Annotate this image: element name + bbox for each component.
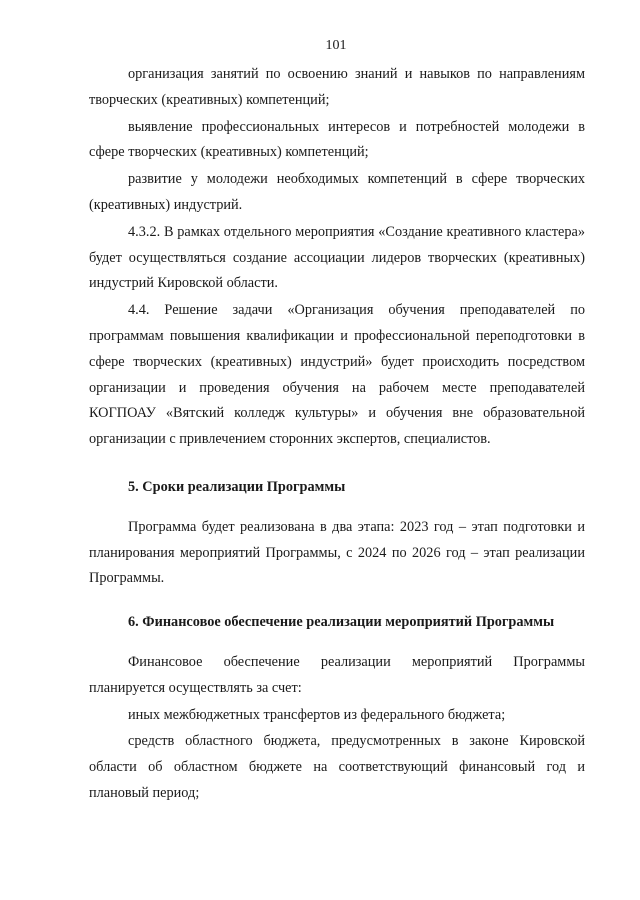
paragraph-competencies: развитие у молодежи необходимых компетенций в сфере творческих (креативных) индустрий. <box>89 171 585 213</box>
section-5-paragraph: Программа будет реализована в два этапа: 2023 год – этап подготовки и планирования мероприятий Программы, с 2024 по 2026 год – этап реализации Программы. <box>89 518 585 587</box>
section-6-paragraph-funding: Финансовое обеспечение реализации мероприятий Программы планируется осуществлять за счет: <box>89 653 585 696</box>
page-body <box>89 62 585 807</box>
section-6-paragraph-regional: средств областного бюджета, предусмотренных в законе Кировской области об областном бюджете на соответствующий финансовый год и плановый период; <box>89 733 585 801</box>
paragraph-teacher-training: 4.4. Решение задачи «Организация обучения преподавателей по программам повышения квалификации и профессиональной переподготовки в сфере творческих (креативных) индустрий» будет происходить посредством организации и проведения обучения на рабочем месте преподавателей КОГПОАУ «Вятский колледж культуры» и обучения вне образовательной организации с привлечением сторонних экспертов, специалистов. <box>89 302 585 448</box>
section-6-paragraph-federal: иных межбюджетных трансфертов из федерального бюджета; <box>128 706 506 723</box>
paragraph-interests: выявление профессиональных интересов и потребностей молодежи в сфере творческих (креативных) компетенций; <box>89 118 585 161</box>
paragraph-cluster: 4.3.2. В рамках отдельного мероприятия «Создание креативного кластера» будет осуществляться создание ассоциации лидеров творческих (креативных) индустрий Кировской области. <box>89 223 585 292</box>
paragraph-activities: организация занятий по освоению знаний и навыков по направлениям творческих (креативных) компетенций; <box>89 66 585 108</box>
page-number: 101 <box>325 38 347 53</box>
section-5-heading: 5. Сроки реализации Программы <box>128 478 346 495</box>
section-6-heading: 6. Финансовое обеспечение реализации мероприятий Программы <box>128 614 555 631</box>
